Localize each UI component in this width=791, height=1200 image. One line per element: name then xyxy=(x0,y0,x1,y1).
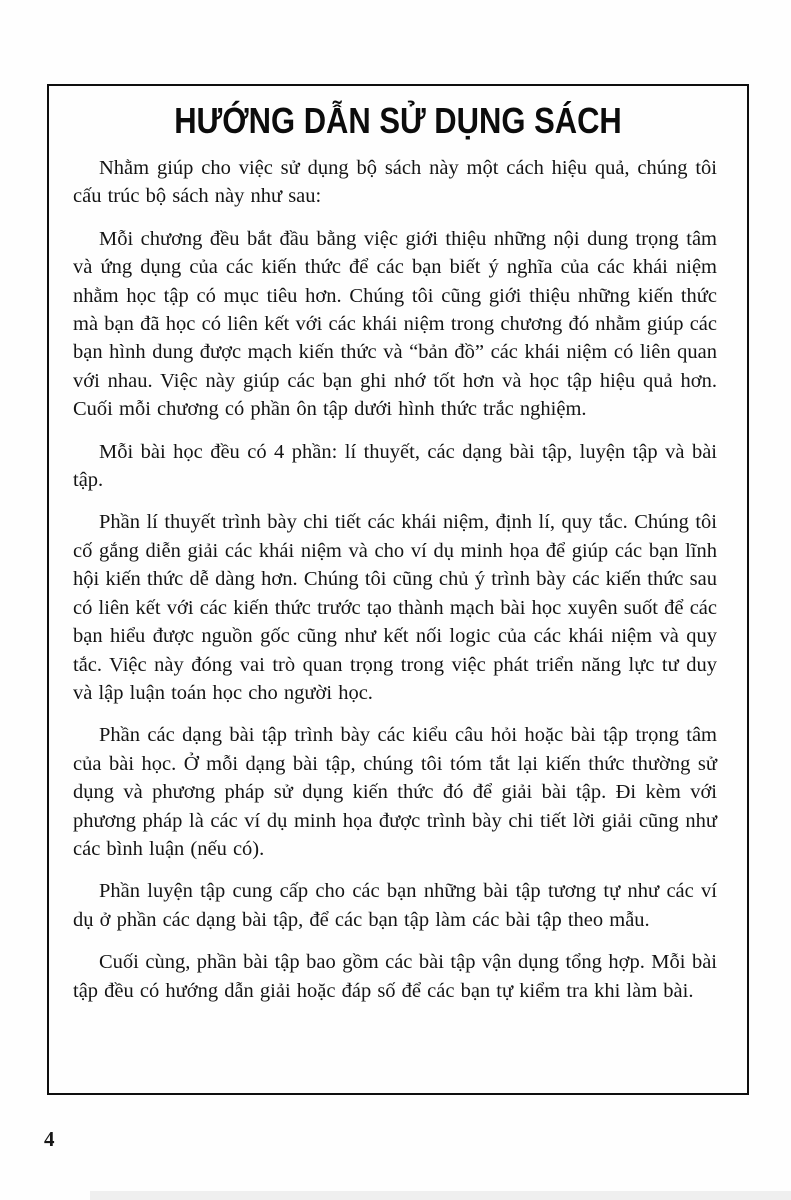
paragraph-exercise-types-section: Phần các dạng bài tập trình bày các kiểu câu hỏi hoặc bài tập trọng tâm của bài học. Ở mỗi dạng bài tập, chúng tôi tóm tắt lại kiến thức thường sử dụng và phương pháp sử dụng kiến thức đó để giải bài tập. Đi kèm với phương pháp là các ví dụ minh họa được trình bày chi tiết lời giải cũng như các bình luận (nếu có). xyxy=(73,724,717,860)
paragraph-chapter-structure: Mỗi chương đều bắt đầu bằng việc giới thiệu những nội dung trọng tâm và ứng dụng của các kiến thức để các bạn biết ý nghĩa của các khái niệm nhằm học tập có mục tiêu hơn. Chúng tôi cũng giới thiệu những kiến thức mà bạn đã học có liên kết với các khái niệm trong chương đó nhằm giúp các bạn hình dung được mạch kiến thức và “bản đồ” các khái niệm có liên quan với nhau. Việc này giúp các bạn ghi nhớ tốt hơn và học tập hiệu quả hơn. Cuối mỗi chương có phần ôn tập dưới hình thức trắc nghiệm. xyxy=(73,227,717,421)
paragraph-theory-section: Phần lí thuyết trình bày chi tiết các khái niệm, định lí, quy tắc. Chúng tôi cố gắng diễn giải các khái niệm và cho ví dụ minh họa để giúp các bạn lĩnh hội kiến thức dễ dàng hơn. Chúng tôi cũng chủ ý trình bày các kiến thức sau có liên kết với các kiến thức trước tạo thành mạch bài học xuyên suốt để các bạn hiểu được nguồn gốc cũng như kết nối logic của các khái niệm và quy tắc. Việc này đóng vai trò quan trọng trong việc phát triển năng lực tư duy và lập luận toán học cho người học. xyxy=(73,511,717,704)
page-title: HƯỚNG DẪN SỬ DỤNG SÁCH xyxy=(174,100,622,141)
paragraph-intro: Nhằm giúp cho việc sử dụng bộ sách này một cách hiệu quả, chúng tôi cấu trúc bộ sách này như sau: xyxy=(73,157,717,208)
paragraph-final-exercises-section: Cuối cùng, phần bài tập bao gồm các bài tập vận dụng tổng hợp. Mỗi bài tập đều có hướng dẫn giải hoặc đáp số để các bạn tự kiểm tra khi làm bài. xyxy=(73,951,717,1002)
content-border-box xyxy=(47,84,749,1095)
scan-edge-artifact xyxy=(90,1191,791,1200)
paragraph-practice-section: Phần luyện tập cung cấp cho các bạn những bài tập tương tự như các ví dụ ở phần các dạng bài tập, để các bạn tập làm các bài tập theo mẫu. xyxy=(73,880,717,931)
paragraph-lesson-parts: Mỗi bài học đều có 4 phần: lí thuyết, các dạng bài tập, luyện tập và bài tập. xyxy=(73,440,717,492)
page-number: 4 xyxy=(44,1127,55,1151)
body-text xyxy=(49,148,747,1005)
